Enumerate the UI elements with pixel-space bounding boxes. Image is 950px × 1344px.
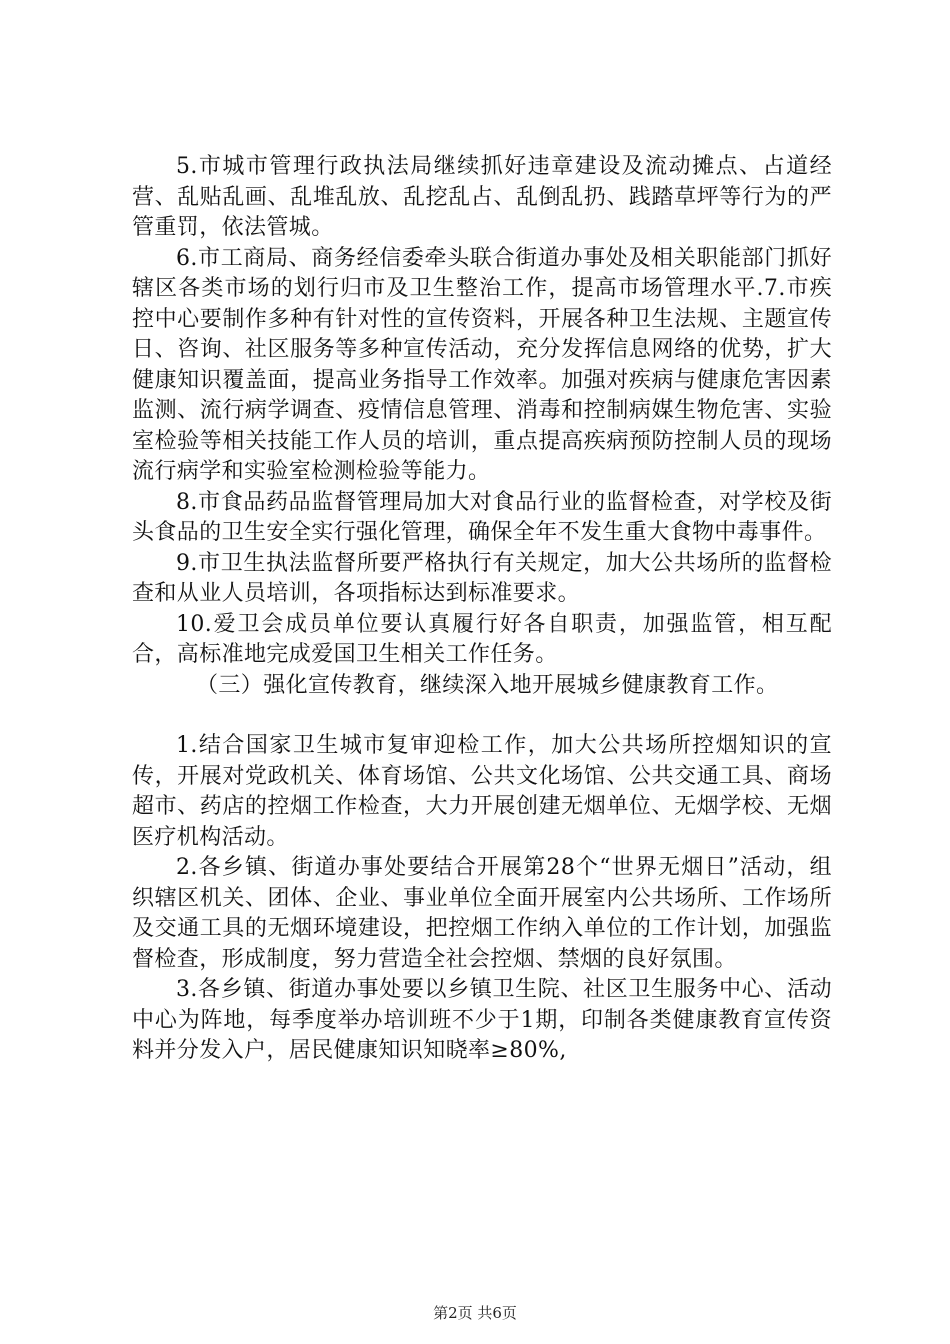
paragraph-item-2: 2.各乡镇、街道办事处要结合开展第28个“世界无烟日”活动，组织辖区机关、团体、企业、事业单位全面开展室内公共场所、工作场所及交通工具的无烟环境建设，把控烟工作纳入单位的工作计划，加强监督检查，形成制度，努力营造全社会控烟、禁烟的良好氛围。	[132, 855, 832, 972]
paragraph-item-1: 1.结合国家卫生城市复审迎检工作，加大公共场所控烟知识的宣传，开展对党政机关、体育场馆、公共文化场馆、公共交通工具、商场超市、药店的控烟工作检查，大力开展创建无烟单位、无烟学校、无烟医疗机构活动。	[132, 733, 832, 850]
section-heading: （三）强化宣传教育，继续深入地开展城乡健康教育工作。	[196, 672, 779, 698]
paragraph-item-8: 8.市食品药品监督管理局加大对食品行业的监督检查，对学校及街头食品的卫生安全实行强化管理，确保全年不发生重大食物中毒事件。	[132, 489, 832, 545]
paragraph-item-6-7: 6.市工商局、商务经信委牵头联合街道办事处及相关职能部门抓好辖区各类市场的划行归市及卫生整治工作，提高市场管理水平.7.市疾控中心要制作多种有针对性的宣传资料，开展各种卫生法规、主题宣传日、咨询、社区服务等多种宣传活动，充分发挥信息网络的优势，扩大健康知识覆盖面，提高业务指导工作效率。加强对疾病与健康危害因素监测、流行病学调查、疫情信息管理、消毒和控制病媒生物危害、实验室检验等相关技能工作人员的培训，重点提高疾病预防控制人员的现场流行病学和实验室检测检验等能力。	[132, 245, 832, 484]
page-number-footer: 第2页 共6页	[433, 1304, 517, 1322]
paragraph-item-5: 5.市城市管理行政执法局继续抓好违章建设及流动摊点、占道经营、乱贴乱画、乱堆乱放、乱挖乱占、乱倒乱扔、践踏草坪等行为的严管重罚，依法管城。	[132, 154, 832, 240]
paragraph-item-9: 9.市卫生执法监督所要严格执行有关规定，加大公共场所的监督检查和从业人员培训，各项指标达到标准要求。	[132, 550, 832, 606]
paragraph-item-3: 3.各乡镇、街道办事处要以乡镇卫生院、社区卫生服务中心、活动中心为阵地，每季度举办培训班不少于1期，印制各类健康教育宣传资料并分发入户，居民健康知识知晓率≥80%,	[132, 977, 832, 1063]
paragraph-item-10: 10.爱卫会成员单位要认真履行好各自职责，加强监管，相互配合，高标准地完成爱国卫生相关工作任务。	[132, 611, 832, 667]
section-spacer	[132, 701, 832, 731]
document-body	[132, 152, 832, 1067]
